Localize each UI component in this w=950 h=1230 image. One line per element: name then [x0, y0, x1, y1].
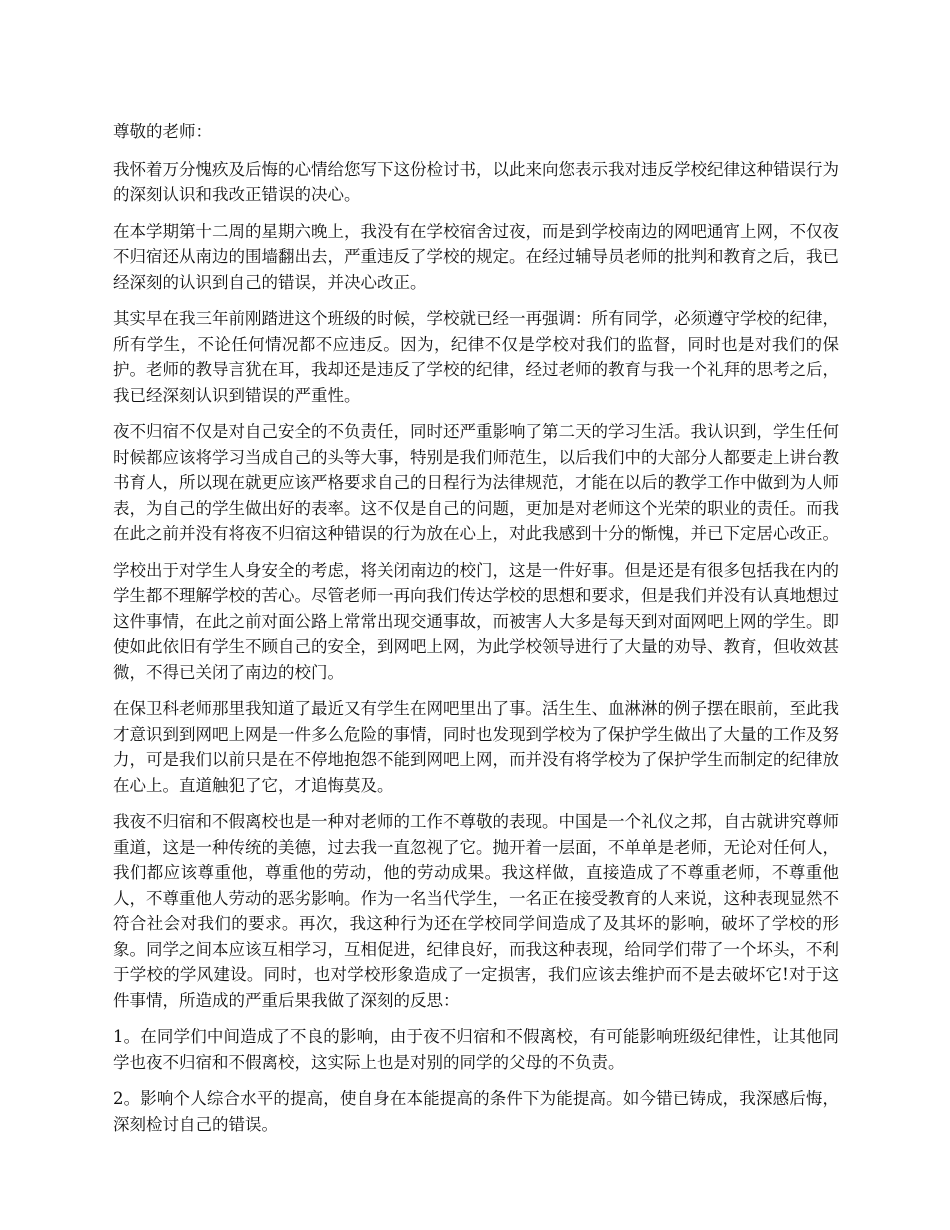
paragraph-security: 在保卫科老师那里我知道了最近又有学生在网吧里出了事。活生生、血淋淋的例子摆在眼前，至此我才意识到到网吧上网是一件多么危险的事情，同时也发现到学校为了保护学生做出了大量的工作及努力，可是我们以前只是在不停地抱怨不能到网吧上网，而并没有将学校为了保护学生而制定的纪律放在心上。直道触犯了它，才追悔莫及。	[113, 699, 839, 795]
paragraph-respect: 我夜不归宿和不假离校也是一种对老师的工作不尊敬的表现。中国是一个礼仪之邦，自古就讲究尊师重道，这是一种传统的美德，过去我一直忽视了它。抛开着一层面，不单单是老师，无论对任何人，我们都应该尊重他，尊重他的劳动，他的劳动成果。我这样做，直接造成了不尊重老师，不尊重他人，不尊重他人劳动的恶劣影响。作为一名当代学生，一名正在接受教育的人来说，这种表现显然不符合社会对我们的要求。再次，我这种行为还在学校同学间造成了及其坏的影响，破坏了学校的形象。同学之间本应该互相学习，互相促进，纪律良好，而我这种表现，给同学们带了一个坏头，不利于学校的学风建设。同时，也对学校形象造成了一定损害，我们应该去维护而不是去破坏它!对于这件事情，所造成的严重后果我做了深刻的反思：	[113, 812, 839, 1010]
list-item-1: 1。在同学们中间造成了不良的影响，由于夜不归宿和不假离校，有可能影响班级纪律性，让其他同学也夜不归宿和不假离校，这实际上也是对别的同学的父母的不负责。	[113, 1027, 839, 1072]
salutation: 尊敬的老师：	[113, 122, 212, 141]
paragraph-incident: 在本学期第十二周的星期六晚上，我没有在学校宿舍过夜，而是到学校南边的网吧通宵上网，不仅夜不归宿还从南边的围墙翻出去，严重违反了学校的规定。在经过辅导员老师的批判和教育之后，我已经深刻的认识到自己的错误，并决心改正。	[113, 221, 839, 292]
paragraph-discipline: 其实早在我三年前刚踏进这个班级的时候，学校就已经一再强调：所有同学，必须遵守学校的纪律，所有学生，不论任何情况都不应违反。因为，纪律不仅是学校对我们的监督，同时也是对我们的保护。老师的教导言犹在耳，我却还是违反了学校的纪律，经过老师的教育与我一个礼拜的思考之后，我已经深刻认识到错误的严重性。	[113, 309, 839, 405]
paragraph-responsibility: 夜不归宿不仅是对自己安全的不负责任，同时还严重影响了第二天的学习生活。我认识到，学生任何时候都应该将学习当成自己的头等大事，特别是我们师范生，以后我们中的大部分人都要走上讲台教书育人，所以现在就更应该严格要求自己的日程行为法律规范，才能在以后的教学工作中做到为人师表，为自己的学生做出好的表率。这不仅是自己的问题，更加是对老师这个光荣的职业的责任。而我在此之前并没有将夜不归宿这种错误的行为放在心上，对此我感到十分的惭愧，并已下定居心改正。	[113, 422, 839, 543]
list-item-2: 2。影响个人综合水平的提高，使自身在本能提高的条件下为能提高。如今错已铸成，我深感后悔，深刻检讨自己的错误。	[113, 1089, 839, 1134]
paragraph-school-gate: 学校出于对学生人身安全的考虑，将关闭南边的校门，这是一件好事。但是还是有很多包括我在内的学生都不理解学校的苦心。尽管老师一再向我们传达学校的思想和要求，但是我们并没有认真地想过这件事情，在此之前对面公路上常常出现交通事故，而被害人大多是每天到对面网吧上网的学生。即使如此依旧有学生不顾自己的安全，到网吧上网，为此学校领导进行了大量的劝导、教育，但收效甚微，不得已关闭了南边的校门。	[113, 560, 839, 682]
paragraph-intro: 我怀着万分愧疚及后悔的心情给您写下这份检讨书，以此来向您表示我对违反学校纪律这种错误行为的深刻认识和我改正错误的决心。	[113, 159, 839, 204]
document-page	[113, 119, 839, 1148]
